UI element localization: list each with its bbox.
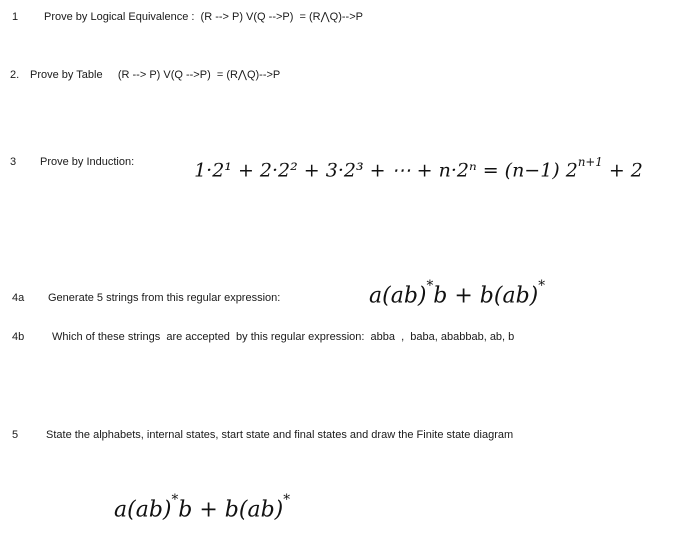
question-5-number: 5 — [12, 429, 19, 441]
induction-formula-main: 1·2¹ + 2·2² + 3·2³ + ⋯ + n·2ⁿ = (n−1) 2 — [194, 159, 578, 182]
regex-4a — [355, 258, 545, 307]
question-3-text: Prove by Induction: — [40, 156, 135, 168]
regex-5 — [100, 472, 290, 521]
question-1-number: 1 — [12, 11, 19, 23]
induction-formula-tail: + 2 — [602, 159, 643, 182]
question-4a-text: Generate 5 strings from this regular expression: — [48, 292, 281, 304]
regex-4a-star1: * — [426, 278, 434, 294]
question-5-text: State the alphabets, internal states, start state and final states and draw the Finite state diagram — [46, 429, 514, 441]
induction-formula — [182, 138, 643, 181]
question-1-text: Prove by Logical Equivalence : (R --> P) V(Q -->P) = (R⋀Q)-->P — [44, 11, 363, 23]
regex-5-part2: b + b(ab) — [178, 497, 284, 523]
regex-4a-part2: b + b(ab) — [433, 283, 539, 309]
question-4b-number: 4b — [12, 331, 25, 343]
question-2-text: Prove by Table (R --> P) V(Q -->P) = (R⋀Q)-->P — [30, 69, 281, 81]
question-2-number: 2. — [10, 69, 20, 81]
question-4b-text: Which of these strings are accepted by this regular expression: abba , baba, ababbab, ab, b — [52, 331, 515, 343]
induction-formula-exponent: n+1 — [577, 155, 603, 169]
regex-4a-star2: * — [538, 278, 546, 294]
regex-5-part1: a(ab) — [114, 497, 172, 523]
regex-5-star1: * — [171, 492, 179, 508]
question-3-number: 3 — [10, 156, 17, 168]
regex-5-star2: * — [283, 492, 291, 508]
regex-4a-part1: a(ab) — [369, 283, 427, 309]
question-4a-number: 4a — [12, 292, 25, 304]
